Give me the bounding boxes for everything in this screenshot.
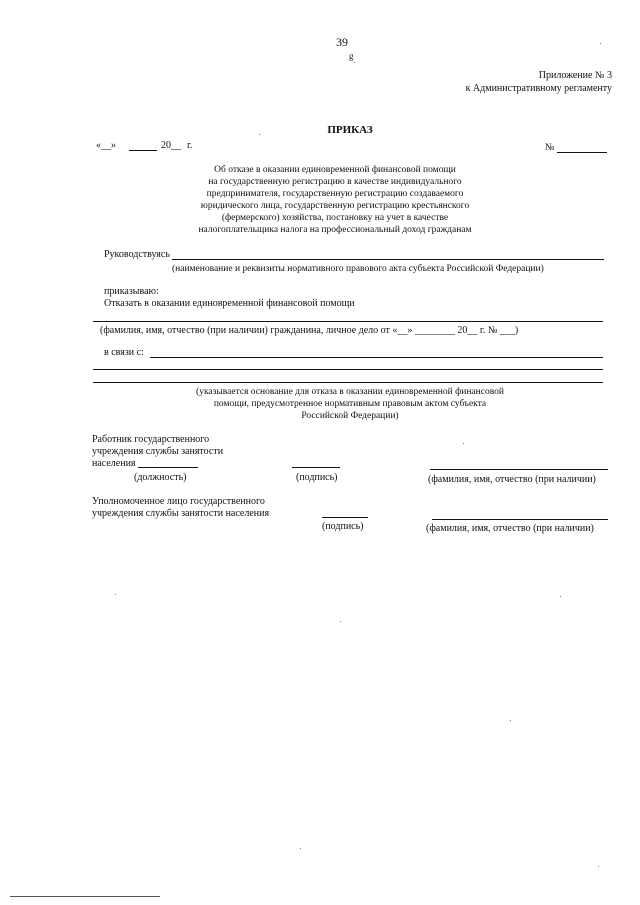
basis-hint <box>160 386 540 422</box>
signature-line-2 <box>322 517 368 518</box>
scan-speck <box>115 594 116 595</box>
reason-label: в связи с: <box>104 347 144 358</box>
worker-label-line: учреждения службы занятости <box>92 446 224 457</box>
page-number: 39 <box>336 35 348 49</box>
refuse-text: Отказать в оказании единовременной финансовой помощи <box>104 298 355 309</box>
guided-hint: (наименование и реквизиты нормативного правового акта субъекта Российской Федерации) <box>172 264 544 274</box>
worker-label <box>92 434 223 470</box>
order-number-line <box>557 152 607 153</box>
signature-hint: (подпись) <box>296 472 338 483</box>
scan-speck <box>300 848 301 849</box>
basis-hint-line: (указывается основание для отказа в оказании единовременной финансовой <box>196 387 504 397</box>
authorized-label-line: учреждения службы занятости населения <box>92 508 270 519</box>
reason-line-3 <box>93 382 603 383</box>
subject-line: налогоплательщика налога на профессиональный доход гражданам <box>198 225 472 235</box>
person-line-rule <box>93 321 603 322</box>
worker-label-line: населения <box>92 458 136 469</box>
basis-hint-line: помощи, предусмотренное нормативным правовым актом субъекта <box>213 399 487 409</box>
signature-hint-2: (подпись) <box>322 521 364 532</box>
scan-speck <box>340 621 341 622</box>
guided-label: Руководствуясь <box>104 249 170 260</box>
guided-line <box>172 259 604 260</box>
authorized-label <box>92 496 269 520</box>
name-line-2 <box>432 519 608 520</box>
scan-speck <box>560 596 561 597</box>
subject-line: (фермерского) хозяйства, постановку на учет в качестве <box>221 213 449 223</box>
order-date-day: «__» <box>96 140 116 151</box>
appendix-title: Приложение № 3 <box>538 70 612 81</box>
scan-speck <box>259 134 260 135</box>
position-hint: (должность) <box>134 472 187 483</box>
order-date-year: 20__ <box>161 140 181 151</box>
subject-line: юридического лица, государственную регистрацию крестьянского <box>200 201 470 211</box>
order-title: ПРИКАЗ <box>327 124 373 136</box>
scan-speck <box>354 62 355 63</box>
appendix-subtitle: к Административному регламенту <box>465 83 612 94</box>
order-number-label: № <box>545 142 555 153</box>
reason-line-1 <box>150 357 603 358</box>
subject-line: на государственную регистрацию в качестве индивидуального <box>208 177 462 187</box>
subject-line: предпринимателя, государственную регистрацию создаваемого <box>206 189 464 199</box>
scan-speck <box>600 43 601 44</box>
basis-hint-line: Российской Федерации) <box>301 411 399 421</box>
person-line: (фамилия, имя, отчество (при наличии) гражданина, личное дело от «__» ________ 20__ г. № ___) <box>100 325 519 336</box>
order-date-year-suffix: г. <box>187 140 193 151</box>
subject-line: Об отказе в оказании единовременной финансовой помощи <box>214 165 456 175</box>
scan-speck <box>510 720 511 721</box>
reason-line-2 <box>93 369 603 370</box>
authorized-label-line: Уполномоченное лицо государственного <box>92 496 265 507</box>
position-line <box>138 467 198 468</box>
subject-block <box>175 164 495 236</box>
order-word: приказываю: <box>104 286 159 297</box>
scan-speck <box>598 866 599 867</box>
name-hint-2: (фамилия, имя, отчество (при наличии) <box>426 523 594 534</box>
signature-line <box>292 467 340 468</box>
scan-edge-line <box>10 896 160 897</box>
worker-label-line: Работник государственного <box>92 434 210 445</box>
scan-speck <box>463 443 464 444</box>
page-number-mark: g <box>349 51 354 61</box>
date-month-line <box>129 150 157 151</box>
name-line <box>430 469 608 470</box>
name-hint: (фамилия, имя, отчество (при наличии) <box>428 474 596 485</box>
